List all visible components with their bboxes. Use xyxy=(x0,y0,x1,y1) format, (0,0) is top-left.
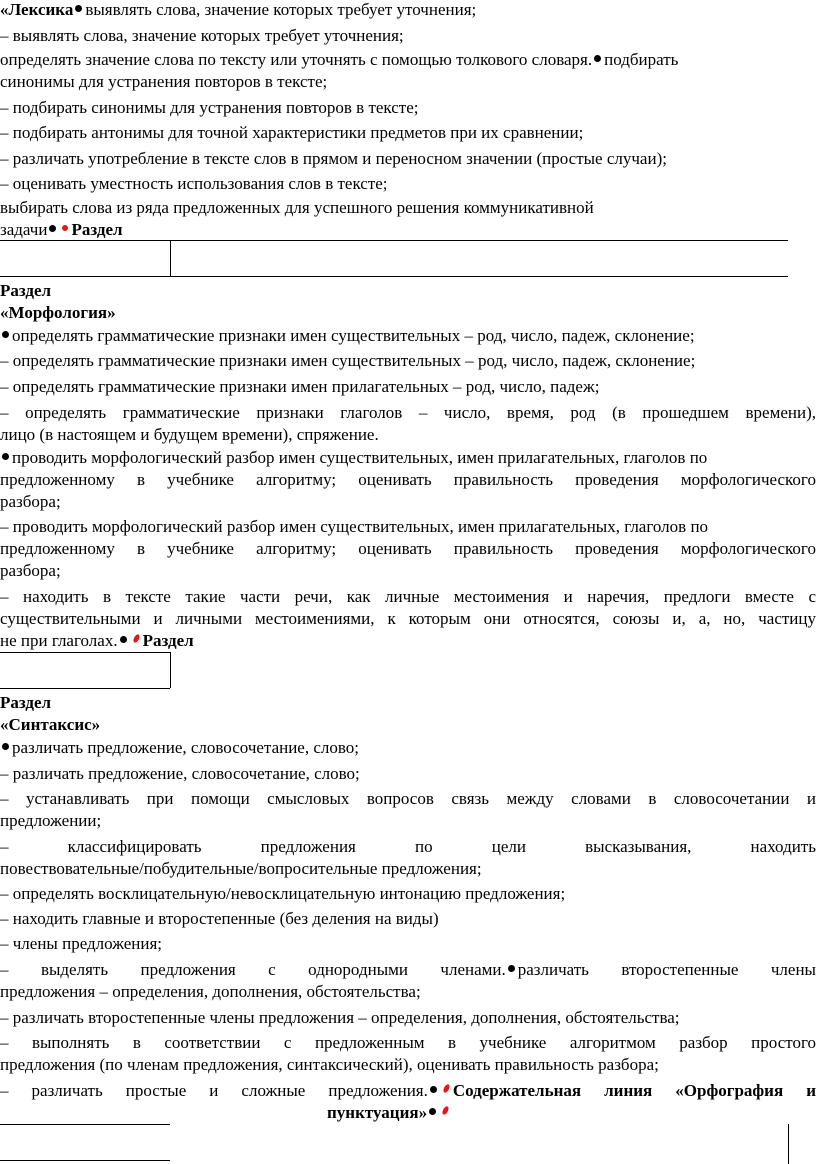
red-marker-icon xyxy=(62,225,68,231)
sintaksis-line-6: повествовательные/побудительные/вопросительные предложения; xyxy=(0,859,482,878)
sintaksis-line-16: пунктуация» xyxy=(327,1102,452,1124)
sintaksis-line-1: различать предложение, словосочетание, слово; xyxy=(0,737,359,759)
sintaksis-heading-1: Раздел xyxy=(0,693,52,712)
sintaksis-line-10: – выделять предложения с однородными членами. различать второстепенные члены xyxy=(0,960,816,979)
sintaksis-line-5: – классифицировать предложения по цели высказывания, находить xyxy=(0,837,816,856)
table-rule-top xyxy=(0,1124,170,1125)
morfologiya-heading-1: Раздел xyxy=(0,281,52,300)
table-rule-top xyxy=(0,240,788,241)
red-marker-icon xyxy=(132,633,141,643)
morfologiya-line-11: разбора; xyxy=(0,561,61,580)
red-marker-icon xyxy=(441,1105,450,1115)
table-rule-vertical xyxy=(170,240,171,276)
morfologiya-line-10: предложенному в учебнике алгоритму; оценивать правильность проведения морфологического xyxy=(0,539,816,558)
sintaksis-line-8: – находить главные и второстепенные (без деления на виды) xyxy=(0,909,439,928)
table-rule-bottom xyxy=(0,276,788,277)
bullet-icon xyxy=(2,453,9,460)
bullet-icon xyxy=(2,743,9,750)
bullet-icon xyxy=(508,965,515,972)
lexika-line-9: выбирать слова из ряда предложенных для успешного решения коммуникативной xyxy=(0,198,594,217)
bullet-icon xyxy=(49,225,56,232)
sintaksis-line-7: – определять восклицательную/невосклицательную интонацию предложения; xyxy=(0,884,566,903)
lexika-line-2: – выявлять слова, значение которых требует уточнения; xyxy=(0,26,404,45)
morfologiya-line-9: – проводить морфологический разбор имен существительных, имен прилагательных, глаголов по xyxy=(0,517,709,536)
sintaksis-line-14: предложения (по членам предложения, синтаксический), оценивать правильность разбора; xyxy=(0,1055,659,1074)
sintaksis-line-4: предложении; xyxy=(0,811,102,830)
morfologiya-heading-2: «Морфология» xyxy=(0,303,116,322)
morfologiya-line-1: определять грамматические признаки имен существительных – род, число, падеж, склонение; xyxy=(0,325,695,347)
table-rule-bottom xyxy=(0,688,170,689)
sintaksis-line-2: – различать предложение, словосочетание, слово; xyxy=(0,764,360,783)
morfologiya-line-7: предложенному в учебнике алгоритму; оценивать правильность проведения морфологического xyxy=(0,470,816,489)
lexika-line-5: – подбирать синонимы для устранения повторов в тексте; xyxy=(0,98,419,117)
red-marker-icon xyxy=(442,1083,451,1093)
sintaksis-line-11: предложения – определения, дополнения, обстоятельства; xyxy=(0,982,421,1001)
lexika-line-3: определять значение слова по тексту или уточнять с помощью толкового словаря. подбирать xyxy=(0,50,679,69)
table-rule-top xyxy=(0,652,170,653)
table-rule-vertical xyxy=(788,1124,789,1164)
morfologiya-line-14: не при глаголах. Раздел xyxy=(0,631,194,650)
lexika-line-10: задачи Раздел xyxy=(0,220,123,239)
bullet-icon xyxy=(430,1086,437,1093)
sintaksis-line-13: – выполнять в соответствии с предложенным в учебнике алгоритмом разбор простого xyxy=(0,1033,816,1052)
lexika-line-4: синонимы для устранения повторов в тексте; xyxy=(0,72,328,91)
bullet-icon xyxy=(120,636,127,643)
lexika-line-1: «Лексика выявлять слова, значение которых требует уточнения; xyxy=(0,0,477,19)
morfologiya-line-6: проводить морфологический разбор имен существительных, имен прилагательных, глаголов по xyxy=(0,447,707,469)
morfologiya-line-5: лицо (в настоящем и будущем времени), спряжение. xyxy=(0,425,379,444)
bullet-icon xyxy=(429,1108,436,1115)
lexika-line-6: – подбирать антонимы для точной характеристики предметов при их сравнении; xyxy=(0,123,584,142)
morfologiya-line-2: – определять грамматические признаки имен существительных – род, число, падеж, склонение; xyxy=(0,351,696,370)
morfologiya-line-12: – находить в тексте такие части речи, как личные местоимения и наречия, предлоги вместе с xyxy=(0,587,816,606)
bullet-icon xyxy=(75,5,82,12)
bullet-icon xyxy=(594,55,601,62)
morfologiya-line-13: существительными и личными местоимениями, к которым они относятся, союзы и, а, но, частицу xyxy=(0,609,816,628)
sintaksis-line-12: – различать второстепенные члены предложения – определения, дополнения, обстоятельства; xyxy=(0,1008,680,1027)
sintaksis-heading-2: «Синтаксис» xyxy=(0,715,101,734)
morfologiya-line-3: – определять грамматические признаки имен прилагательных – род, число, падеж; xyxy=(0,377,600,396)
lexika-line-7: – различать употребление в тексте слов в прямом и переносном значении (простые случаи); xyxy=(0,149,667,168)
table-rule-bottom xyxy=(0,1160,170,1161)
lexika-heading: «Лексика xyxy=(0,0,74,19)
sintaksis-line-15: – различать простые и сложные предложения. Содержательная линия «Орфография и xyxy=(0,1081,816,1100)
morfologiya-line-4: – определять грамматические признаки глаголов – число, время, род (в прошедшем времени), xyxy=(0,403,816,422)
morfologiya-line-8: разбора; xyxy=(0,492,61,511)
sintaksis-line-9: – члены предложения; xyxy=(0,934,163,953)
sintaksis-line-3: – устанавливать при помощи смысловых вопросов связь между словами в словосочетании и xyxy=(0,789,816,808)
bullet-icon xyxy=(2,331,9,338)
table-rule-vertical xyxy=(170,652,171,688)
lexika-line-8: – оценивать уместность использования слов в тексте; xyxy=(0,174,388,193)
